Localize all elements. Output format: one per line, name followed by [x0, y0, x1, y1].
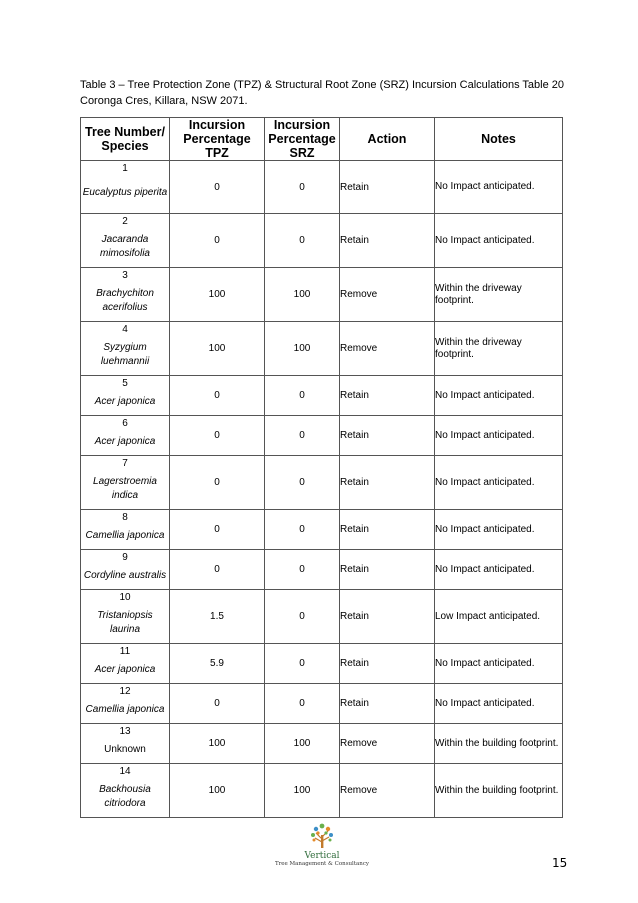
tree-cell: [81, 590, 170, 644]
tree-species: Eucalyptus piperita: [82, 187, 168, 198]
tree-species: Syzygium luehmannii: [100, 341, 150, 367]
header-notes: Notes: [435, 118, 563, 161]
tree-cell: [81, 644, 170, 684]
notes-value: No Impact anticipated.: [435, 416, 563, 456]
tree-cell: [81, 510, 170, 550]
tree-species: Jacaranda mimosifolia: [99, 233, 150, 259]
srz-value: 0: [265, 550, 340, 590]
tree-species: Backhousia citriodora: [99, 783, 151, 809]
tree-number: 2: [122, 215, 128, 227]
tpz-value: 0: [170, 161, 265, 214]
tree-number: 10: [119, 591, 131, 603]
tree-species: Camellia japonica: [85, 529, 165, 541]
company-logo: [272, 822, 372, 868]
action-value: Retain: [340, 684, 435, 724]
action-value: Retain: [340, 376, 435, 416]
tree-number: 11: [119, 645, 131, 657]
header-tree-number-species: Tree Number/ Species: [81, 118, 170, 161]
header-incursion-tpz: Incursion Percentage TPZ: [170, 118, 265, 161]
table-row: [81, 416, 563, 456]
tree-species: Camellia japonica: [85, 703, 165, 715]
tpz-value: 0: [170, 416, 265, 456]
tree-cell: [81, 456, 170, 510]
tpz-value: 100: [170, 724, 265, 764]
incursion-table: [80, 117, 563, 818]
table-row: [81, 550, 563, 590]
header-incursion-srz: Incursion Percentage SRZ: [265, 118, 340, 161]
srz-value: 0: [265, 161, 340, 214]
tpz-value: 0: [170, 550, 265, 590]
tpz-value: 0: [170, 684, 265, 724]
action-value: Retain: [340, 161, 435, 214]
srz-value: 0: [265, 416, 340, 456]
tree-cell: [81, 268, 170, 322]
notes-value: Within the building footprint.: [435, 764, 563, 818]
action-value: Retain: [340, 456, 435, 510]
srz-value: 0: [265, 510, 340, 550]
tree-species: Acer japonica: [94, 435, 156, 447]
table-row: [81, 214, 563, 268]
action-value: Remove: [340, 724, 435, 764]
action-value: Retain: [340, 214, 435, 268]
tpz-value: 0: [170, 376, 265, 416]
srz-value: 100: [265, 322, 340, 376]
table-row: [81, 456, 563, 510]
tree-cell: [81, 161, 170, 214]
tree-number: 5: [122, 377, 128, 389]
tree-number: 14: [119, 765, 131, 777]
action-value: Retain: [340, 644, 435, 684]
tree-logo-icon: [309, 822, 335, 850]
action-value: Retain: [340, 510, 435, 550]
notes-value: No Impact anticipated.: [435, 376, 563, 416]
tree-cell: [81, 416, 170, 456]
tpz-value: 100: [170, 268, 265, 322]
brand-name: Vertical: [304, 851, 340, 861]
tree-number: 6: [122, 417, 128, 429]
notes-value: Low Impact anticipated.: [435, 590, 563, 644]
tree-cell: [81, 322, 170, 376]
tpz-value: 1.5: [170, 590, 265, 644]
table-body: [81, 161, 563, 818]
table-row: [81, 161, 563, 214]
tree-cell: [81, 764, 170, 818]
notes-value: Within the driveway footprint.: [435, 322, 563, 376]
tree-number: 13: [119, 725, 131, 737]
tree-number: 4: [122, 323, 128, 335]
tree-number: 1: [122, 162, 128, 174]
notes-value: No Impact anticipated.: [435, 644, 563, 684]
notes-value: No Impact anticipated.: [435, 456, 563, 510]
action-value: Retain: [340, 550, 435, 590]
notes-value: No Impact anticipated.: [435, 510, 563, 550]
tpz-value: 0: [170, 510, 265, 550]
tpz-value: 0: [170, 214, 265, 268]
srz-value: 100: [265, 724, 340, 764]
tree-cell: [81, 724, 170, 764]
srz-value: 0: [265, 590, 340, 644]
table-row: [81, 724, 563, 764]
tree-species: Acer japonica: [94, 663, 156, 675]
table-row: [81, 644, 563, 684]
page-number: 15: [552, 856, 568, 870]
notes-value: No Impact anticipated.: [435, 684, 563, 724]
action-value: Remove: [340, 322, 435, 376]
srz-value: 100: [265, 764, 340, 818]
tree-species: Acer japonica: [94, 395, 156, 407]
table-row: [81, 376, 563, 416]
tpz-value: 0: [170, 456, 265, 510]
tree-species: Brachychiton acerifolius: [96, 287, 154, 313]
notes-value: No Impact anticipated.: [435, 550, 563, 590]
table-row: [81, 510, 563, 550]
notes-value: Within the driveway footprint.: [435, 268, 563, 322]
header-action: Action: [340, 118, 435, 161]
action-value: Remove: [340, 268, 435, 322]
table-caption: Table 3 – Tree Protection Zone (TPZ) & Structural Root Zone (SRZ) Incursion Calculations Table 20 Coronga Cres, Killara, NSW 2071.: [80, 79, 565, 107]
notes-value: Within the building footprint.: [435, 724, 563, 764]
tree-species: Lagerstroemia indica: [93, 475, 157, 501]
tpz-value: 100: [170, 322, 265, 376]
srz-value: 0: [265, 644, 340, 684]
srz-value: 100: [265, 268, 340, 322]
tree-number: 3: [122, 269, 128, 281]
srz-value: 0: [265, 376, 340, 416]
tpz-value: 100: [170, 764, 265, 818]
tree-species: Unknown: [104, 743, 146, 755]
tree-cell: [81, 550, 170, 590]
tree-number: 8: [122, 511, 128, 523]
tree-cell: [81, 376, 170, 416]
table-row: [81, 764, 563, 818]
tree-species: Tristaniopsis laurina: [97, 609, 153, 635]
tree-species: Cordyline australis: [83, 569, 167, 581]
notes-value: No Impact anticipated.: [435, 161, 563, 214]
table-header-row: [81, 118, 563, 161]
srz-value: 0: [265, 684, 340, 724]
table-row: [81, 268, 563, 322]
srz-value: 0: [265, 214, 340, 268]
table-row: [81, 590, 563, 644]
tree-number: 7: [122, 457, 128, 469]
action-value: Remove: [340, 764, 435, 818]
table-row: [81, 684, 563, 724]
brand-tagline: Tree Management & Consultancy: [274, 861, 370, 867]
tree-cell: [81, 684, 170, 724]
tree-cell: [81, 214, 170, 268]
tree-number: 12: [119, 685, 131, 697]
action-value: Retain: [340, 416, 435, 456]
tpz-value: 5.9: [170, 644, 265, 684]
notes-value: No Impact anticipated.: [435, 214, 563, 268]
tree-number: 9: [122, 551, 128, 563]
action-value: Retain: [340, 590, 435, 644]
table-row: [81, 322, 563, 376]
srz-value: 0: [265, 456, 340, 510]
